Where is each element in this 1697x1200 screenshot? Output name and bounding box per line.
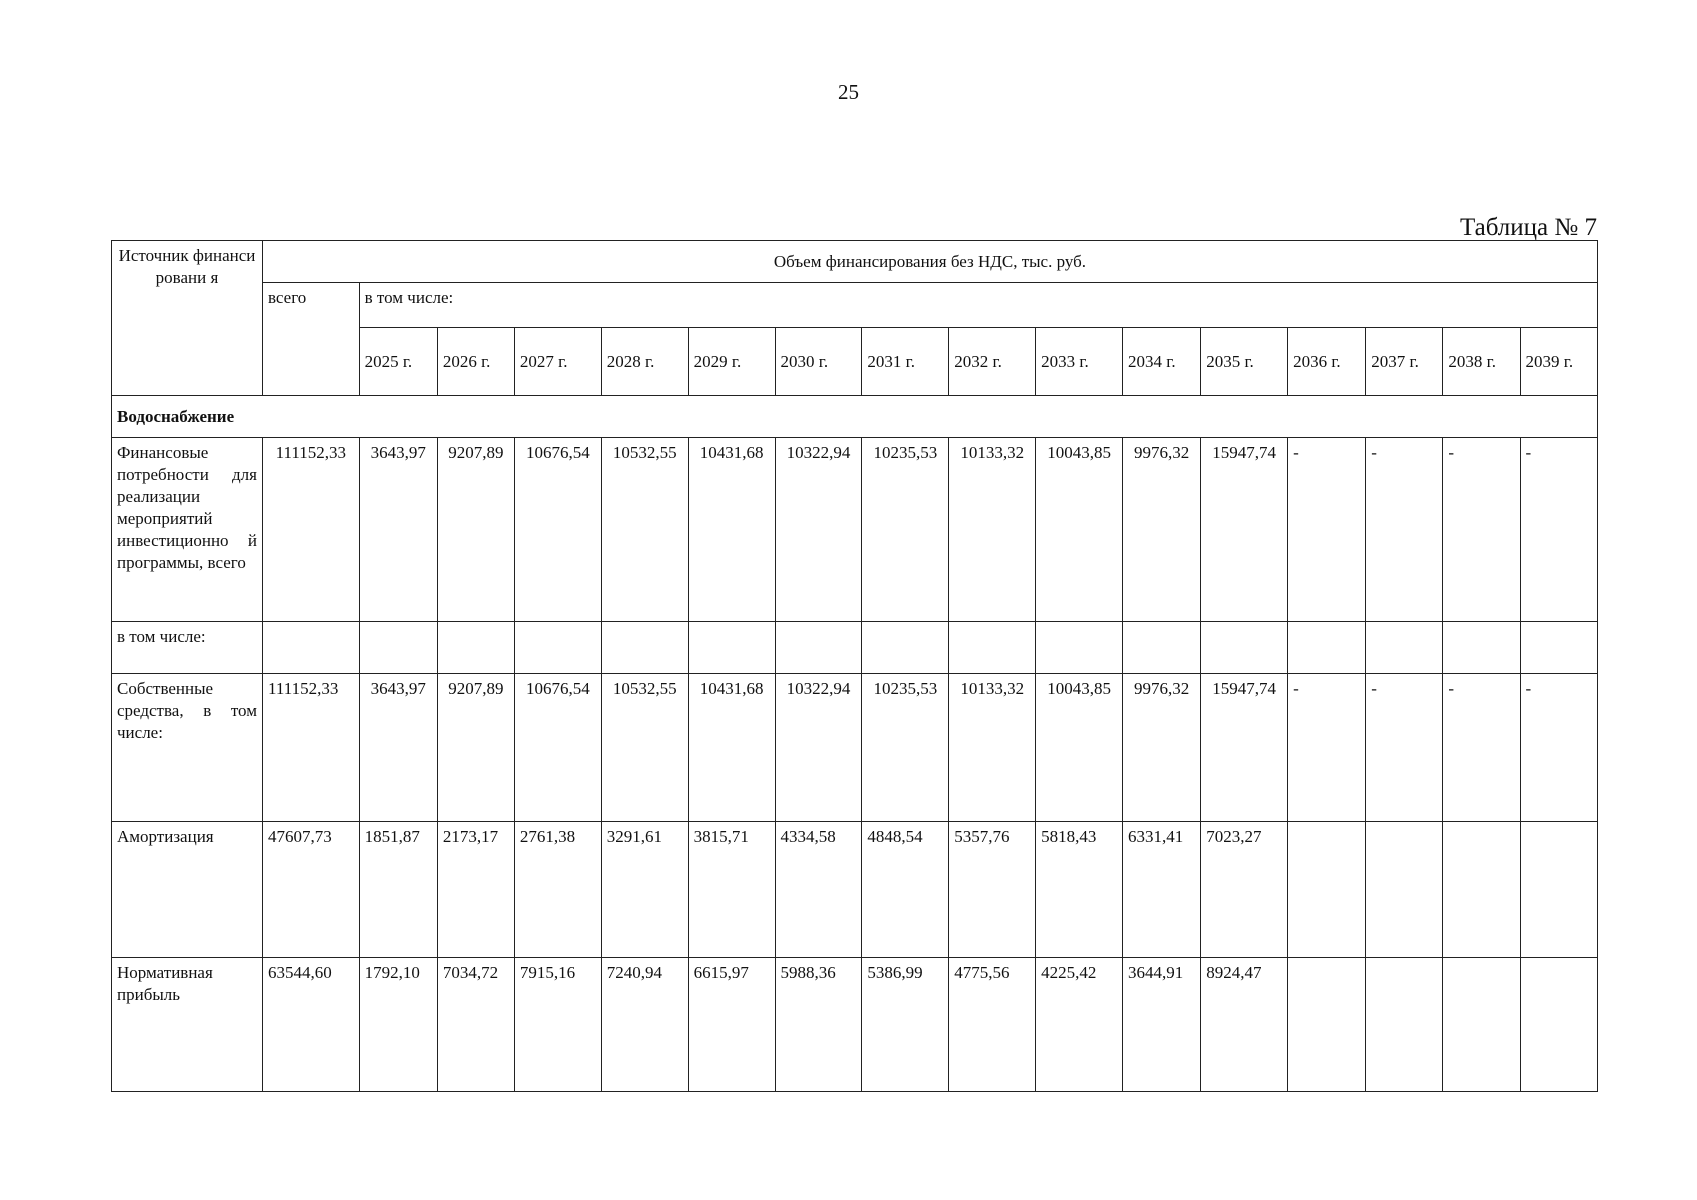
table-cell: 10532,55 — [601, 674, 688, 822]
table-cell: 8924,47 — [1201, 958, 1288, 1092]
table-cell: 7034,72 — [437, 958, 514, 1092]
table-cell — [601, 622, 688, 674]
table-cell — [1288, 622, 1366, 674]
header-row-1 — [112, 241, 1598, 283]
table-cell: 3643,97 — [359, 438, 437, 622]
table-cell — [949, 622, 1036, 674]
table-row-including — [112, 622, 1598, 674]
table-cell — [1366, 622, 1443, 674]
table-cell: - — [1366, 438, 1443, 622]
table-cell: 5818,43 — [1036, 822, 1123, 958]
table-cell: 5386,99 — [862, 958, 949, 1092]
including-header: в том числе: — [359, 283, 1597, 328]
table-cell: 10133,32 — [949, 674, 1036, 822]
table-cell: 4775,56 — [949, 958, 1036, 1092]
table-cell: 3815,71 — [688, 822, 775, 958]
table-cell — [1520, 958, 1597, 1092]
year-header: 2030 г. — [775, 328, 862, 396]
table-cell: 10431,68 — [688, 674, 775, 822]
table-cell: 3644,91 — [1123, 958, 1201, 1092]
table-cell: 7023,27 — [1201, 822, 1288, 958]
table-cell: - — [1288, 438, 1366, 622]
year-header: 2027 г. — [514, 328, 601, 396]
year-header: 2036 г. — [1288, 328, 1366, 396]
table-cell: 5357,76 — [949, 822, 1036, 958]
table-cell — [359, 622, 437, 674]
table-cell: 6615,97 — [688, 958, 775, 1092]
table-cell — [1288, 958, 1366, 1092]
year-header: 2032 г. — [949, 328, 1036, 396]
volume-header: Объем финансирования без НДС, тыс. руб. — [262, 241, 1597, 283]
table-cell: 10235,53 — [862, 438, 949, 622]
table-cell: 3643,97 — [359, 674, 437, 822]
table-cell: 10431,68 — [688, 438, 775, 622]
table-cell — [262, 622, 359, 674]
section-title: Водоснабжение — [112, 396, 1598, 438]
row-total: 47607,73 — [262, 822, 359, 958]
table-cell — [1443, 822, 1520, 958]
year-header: 2029 г. — [688, 328, 775, 396]
total-header: всего — [262, 283, 359, 396]
row-label: Собственные средства, в том числе: — [112, 674, 263, 822]
table-cell: 5988,36 — [775, 958, 862, 1092]
table-cell: 2761,38 — [514, 822, 601, 958]
table-cell — [514, 622, 601, 674]
table-cell: 10043,85 — [1036, 438, 1123, 622]
section-row — [112, 396, 1598, 438]
table-cell — [688, 622, 775, 674]
row-label: Амортизация — [112, 822, 263, 958]
table-cell: - — [1443, 438, 1520, 622]
table-cell: 10133,32 — [949, 438, 1036, 622]
table-cell — [1366, 822, 1443, 958]
table-cell: - — [1520, 438, 1597, 622]
table-cell: 9207,89 — [437, 438, 514, 622]
year-header: 2039 г. — [1520, 328, 1597, 396]
table-cell — [437, 622, 514, 674]
table-cell: 9976,32 — [1123, 674, 1201, 822]
table-cell: 3291,61 — [601, 822, 688, 958]
table-cell — [1520, 822, 1597, 958]
financing-table — [111, 240, 1598, 1092]
table-cell: 4334,58 — [775, 822, 862, 958]
table-cell: 10322,94 — [775, 674, 862, 822]
table-cell — [1288, 822, 1366, 958]
table-cell — [1443, 958, 1520, 1092]
year-header: 2035 г. — [1201, 328, 1288, 396]
page-number: 25 — [838, 80, 859, 104]
table-cell: 10676,54 — [514, 674, 601, 822]
row-total: 111152,33 — [262, 674, 359, 822]
year-header: 2031 г. — [862, 328, 949, 396]
table-row-own-funds — [112, 674, 1598, 822]
table-cell: 7915,16 — [514, 958, 601, 1092]
row-total: 111152,33 — [262, 438, 359, 622]
table-cell: 15947,74 — [1201, 674, 1288, 822]
table-cell — [1123, 622, 1201, 674]
table-cell: 9207,89 — [437, 674, 514, 822]
row-label: Нормативная прибыль — [112, 958, 263, 1092]
table-cell: 10532,55 — [601, 438, 688, 622]
row-label: Финансовые потребности для реализации мероприятий инвестиционно й программы, всего — [112, 438, 263, 622]
year-header: 2026 г. — [437, 328, 514, 396]
table-cell — [1443, 622, 1520, 674]
table-cell: 15947,74 — [1201, 438, 1288, 622]
table-caption: Таблица № 7 — [1459, 214, 1597, 241]
table-cell: 1792,10 — [359, 958, 437, 1092]
source-header: Источник финансировани я — [112, 241, 263, 396]
table-cell: 7240,94 — [601, 958, 688, 1092]
year-header: 2034 г. — [1123, 328, 1201, 396]
table-cell: 10043,85 — [1036, 674, 1123, 822]
table-cell: - — [1366, 674, 1443, 822]
table-cell — [1201, 622, 1288, 674]
table-row-financial-needs — [112, 438, 1598, 622]
table-cell: 10235,53 — [862, 674, 949, 822]
table-row-normative-profit — [112, 958, 1598, 1092]
year-header: 2038 г. — [1443, 328, 1520, 396]
header-row-2 — [112, 283, 1598, 328]
table-row-amortization — [112, 822, 1598, 958]
table-cell: 10322,94 — [775, 438, 862, 622]
table-cell: - — [1443, 674, 1520, 822]
table-cell — [775, 622, 862, 674]
table-cell: 9976,32 — [1123, 438, 1201, 622]
table-cell: - — [1288, 674, 1366, 822]
table-cell: 4848,54 — [862, 822, 949, 958]
table-cell: 6331,41 — [1123, 822, 1201, 958]
year-header: 2037 г. — [1366, 328, 1443, 396]
year-header: 2028 г. — [601, 328, 688, 396]
table-cell — [1366, 958, 1443, 1092]
year-header: 2033 г. — [1036, 328, 1123, 396]
row-label: в том числе: — [112, 622, 263, 674]
table-cell: 4225,42 — [1036, 958, 1123, 1092]
table-cell: 10676,54 — [514, 438, 601, 622]
table-cell — [862, 622, 949, 674]
table-cell: - — [1520, 674, 1597, 822]
table-cell: 1851,87 — [359, 822, 437, 958]
table-cell — [1520, 622, 1597, 674]
year-header: 2025 г. — [359, 328, 437, 396]
row-total: 63544,60 — [262, 958, 359, 1092]
table-cell: 2173,17 — [437, 822, 514, 958]
table-cell — [1036, 622, 1123, 674]
